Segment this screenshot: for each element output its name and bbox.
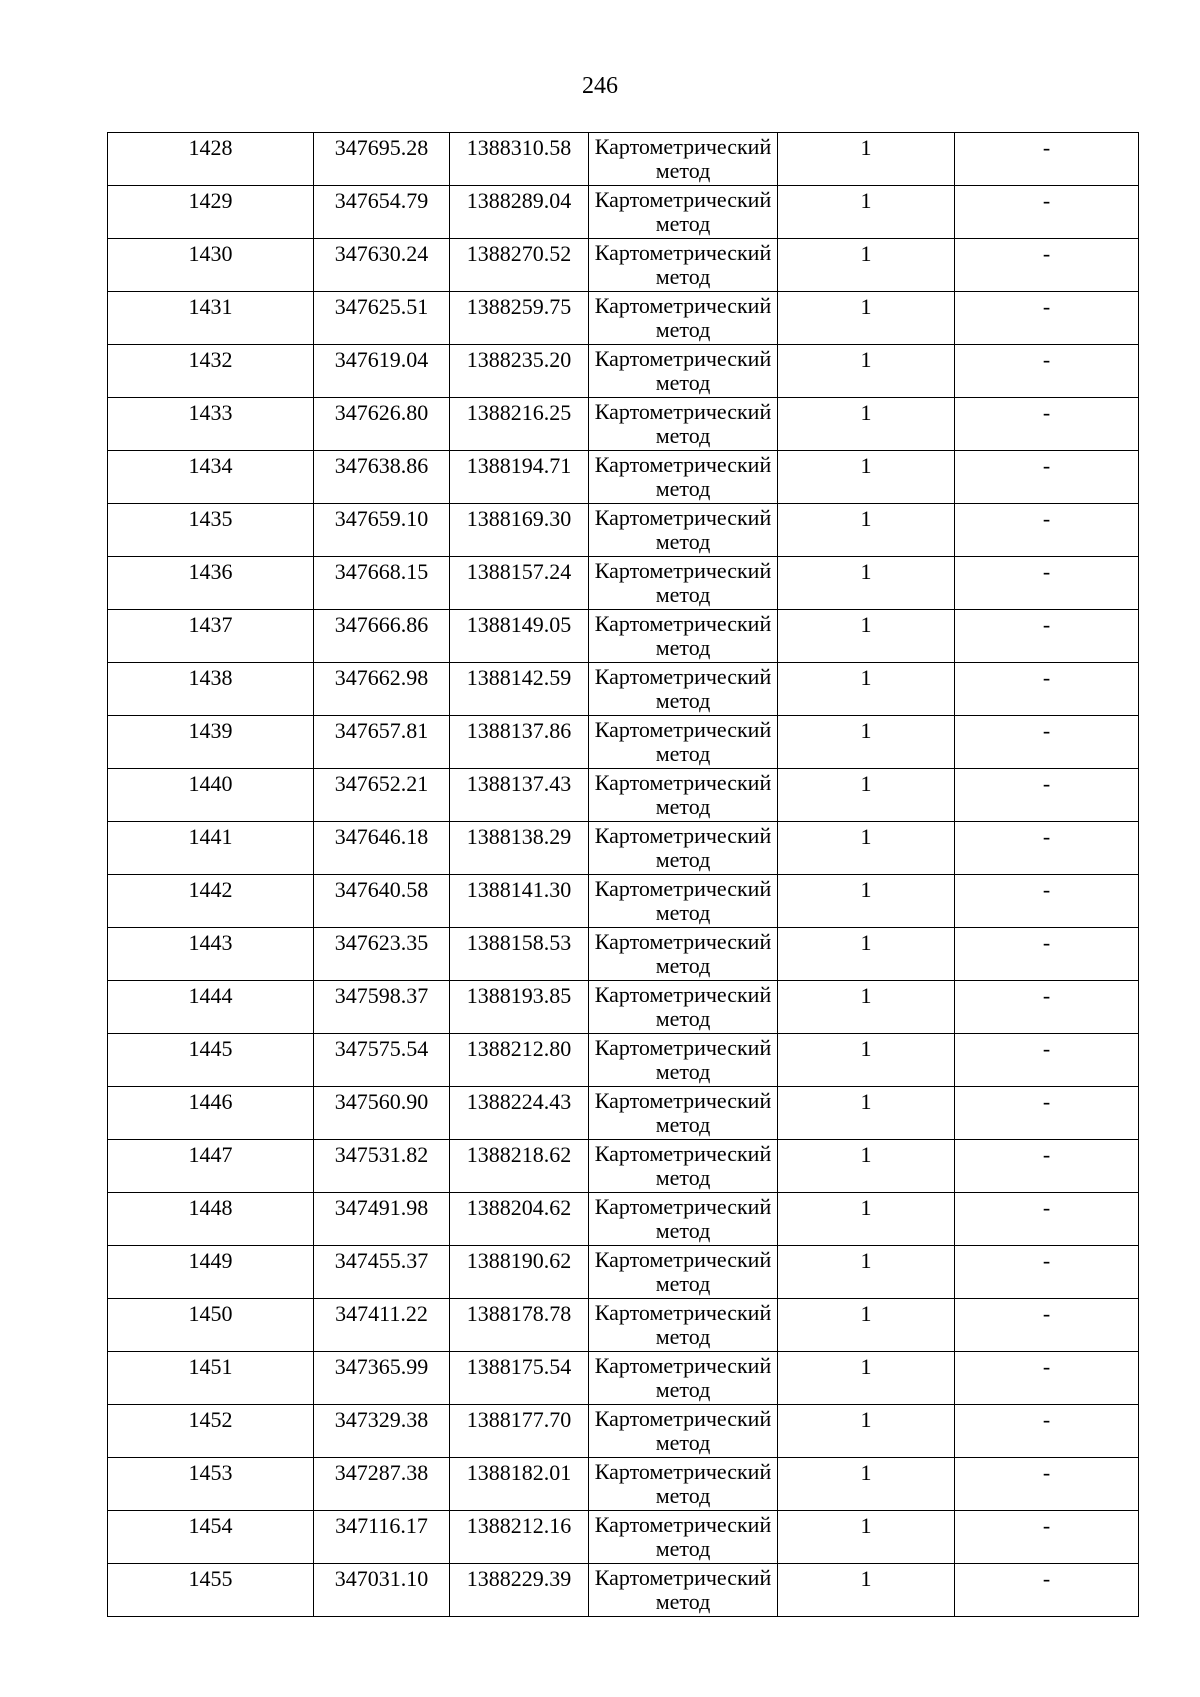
coordinates-table xyxy=(107,132,1139,1617)
description-cell: - xyxy=(955,1246,1139,1299)
method-text: Картометрический метод xyxy=(594,1565,772,1614)
method-text: Картометрический метод xyxy=(594,452,772,501)
point-number-cell: 1448 xyxy=(108,1193,314,1246)
accuracy-cell: 1 xyxy=(778,345,955,398)
method-cell xyxy=(589,1034,778,1087)
description-cell: - xyxy=(955,1193,1139,1246)
point-number-cell: 1432 xyxy=(108,345,314,398)
description-cell: - xyxy=(955,981,1139,1034)
accuracy-cell: 1 xyxy=(778,1034,955,1087)
table-row xyxy=(108,663,1139,716)
y-coordinate-cell: 1388137.43 xyxy=(450,769,589,822)
x-coordinate-cell: 347646.18 xyxy=(314,822,450,875)
method-cell xyxy=(589,1140,778,1193)
method-text: Картометрический метод xyxy=(594,558,772,607)
y-coordinate-cell: 1388182.01 xyxy=(450,1458,589,1511)
point-number-cell: 1436 xyxy=(108,557,314,610)
x-coordinate-cell: 347598.37 xyxy=(314,981,450,1034)
method-cell xyxy=(589,292,778,345)
method-text: Картометрический метод xyxy=(594,1141,772,1190)
point-number-cell: 1447 xyxy=(108,1140,314,1193)
accuracy-cell: 1 xyxy=(778,875,955,928)
y-coordinate-cell: 1388169.30 xyxy=(450,504,589,557)
point-number-cell: 1442 xyxy=(108,875,314,928)
accuracy-cell: 1 xyxy=(778,239,955,292)
x-coordinate-cell: 347638.86 xyxy=(314,451,450,504)
point-number-cell: 1434 xyxy=(108,451,314,504)
table-row xyxy=(108,345,1139,398)
description-cell: - xyxy=(955,345,1139,398)
point-number-cell: 1451 xyxy=(108,1352,314,1405)
description-cell: - xyxy=(955,398,1139,451)
x-coordinate-cell: 347666.86 xyxy=(314,610,450,663)
table-row xyxy=(108,822,1139,875)
method-cell xyxy=(589,1405,778,1458)
x-coordinate-cell: 347287.38 xyxy=(314,1458,450,1511)
method-cell xyxy=(589,398,778,451)
method-cell xyxy=(589,610,778,663)
x-coordinate-cell: 347411.22 xyxy=(314,1299,450,1352)
table-row xyxy=(108,186,1139,239)
y-coordinate-cell: 1388138.29 xyxy=(450,822,589,875)
method-cell xyxy=(589,1299,778,1352)
description-cell: - xyxy=(955,928,1139,981)
x-coordinate-cell: 347560.90 xyxy=(314,1087,450,1140)
y-coordinate-cell: 1388149.05 xyxy=(450,610,589,663)
accuracy-cell: 1 xyxy=(778,769,955,822)
description-cell: - xyxy=(955,557,1139,610)
table-row xyxy=(108,1087,1139,1140)
method-text: Картометрический метод xyxy=(594,1406,772,1455)
table-row xyxy=(108,451,1139,504)
x-coordinate-cell: 347630.24 xyxy=(314,239,450,292)
x-coordinate-cell: 347652.21 xyxy=(314,769,450,822)
method-text: Картометрический метод xyxy=(594,505,772,554)
point-number-cell: 1449 xyxy=(108,1246,314,1299)
method-cell xyxy=(589,981,778,1034)
method-text: Картометрический метод xyxy=(594,1459,772,1508)
method-text: Картометрический метод xyxy=(594,876,772,925)
method-cell xyxy=(589,1352,778,1405)
y-coordinate-cell: 1388310.58 xyxy=(450,133,589,186)
accuracy-cell: 1 xyxy=(778,1511,955,1564)
table-row xyxy=(108,504,1139,557)
point-number-cell: 1437 xyxy=(108,610,314,663)
x-coordinate-cell: 347659.10 xyxy=(314,504,450,557)
method-text: Картометрический метод xyxy=(594,664,772,713)
description-cell: - xyxy=(955,451,1139,504)
y-coordinate-cell: 1388224.43 xyxy=(450,1087,589,1140)
method-text: Картометрический метод xyxy=(594,134,772,183)
y-coordinate-cell: 1388178.78 xyxy=(450,1299,589,1352)
method-text: Картометрический метод xyxy=(594,1035,772,1084)
x-coordinate-cell: 347657.81 xyxy=(314,716,450,769)
coordinates-table-body xyxy=(108,133,1139,1617)
description-cell: - xyxy=(955,1511,1139,1564)
y-coordinate-cell: 1388137.86 xyxy=(450,716,589,769)
description-cell: - xyxy=(955,610,1139,663)
x-coordinate-cell: 347455.37 xyxy=(314,1246,450,1299)
y-coordinate-cell: 1388193.85 xyxy=(450,981,589,1034)
table-row xyxy=(108,239,1139,292)
page-number: 246 xyxy=(582,73,618,99)
x-coordinate-cell: 347575.54 xyxy=(314,1034,450,1087)
point-number-cell: 1453 xyxy=(108,1458,314,1511)
point-number-cell: 1445 xyxy=(108,1034,314,1087)
x-coordinate-cell: 347626.80 xyxy=(314,398,450,451)
description-cell: - xyxy=(955,133,1139,186)
point-number-cell: 1452 xyxy=(108,1405,314,1458)
y-coordinate-cell: 1388212.16 xyxy=(450,1511,589,1564)
description-cell: - xyxy=(955,292,1139,345)
y-coordinate-cell: 1388158.53 xyxy=(450,928,589,981)
y-coordinate-cell: 1388204.62 xyxy=(450,1193,589,1246)
table-row xyxy=(108,557,1139,610)
description-cell: - xyxy=(955,1352,1139,1405)
method-text: Картометрический метод xyxy=(594,187,772,236)
description-cell: - xyxy=(955,1299,1139,1352)
accuracy-cell: 1 xyxy=(778,133,955,186)
description-cell: - xyxy=(955,1564,1139,1617)
description-cell: - xyxy=(955,769,1139,822)
y-coordinate-cell: 1388175.54 xyxy=(450,1352,589,1405)
point-number-cell: 1455 xyxy=(108,1564,314,1617)
method-text: Картометрический метод xyxy=(594,399,772,448)
y-coordinate-cell: 1388177.70 xyxy=(450,1405,589,1458)
point-number-cell: 1450 xyxy=(108,1299,314,1352)
method-text: Картометрический метод xyxy=(594,823,772,872)
method-cell xyxy=(589,239,778,292)
point-number-cell: 1446 xyxy=(108,1087,314,1140)
point-number-cell: 1444 xyxy=(108,981,314,1034)
accuracy-cell: 1 xyxy=(778,1246,955,1299)
point-number-cell: 1429 xyxy=(108,186,314,239)
accuracy-cell: 1 xyxy=(778,822,955,875)
x-coordinate-cell: 347491.98 xyxy=(314,1193,450,1246)
method-cell xyxy=(589,769,778,822)
method-cell xyxy=(589,1564,778,1617)
point-number-cell: 1435 xyxy=(108,504,314,557)
method-text: Картометрический метод xyxy=(594,929,772,978)
y-coordinate-cell: 1388229.39 xyxy=(450,1564,589,1617)
y-coordinate-cell: 1388235.20 xyxy=(450,345,589,398)
method-cell xyxy=(589,716,778,769)
table-row xyxy=(108,1564,1139,1617)
description-cell: - xyxy=(955,1140,1139,1193)
accuracy-cell: 1 xyxy=(778,292,955,345)
method-cell xyxy=(589,1458,778,1511)
accuracy-cell: 1 xyxy=(778,1299,955,1352)
point-number-cell: 1433 xyxy=(108,398,314,451)
accuracy-cell: 1 xyxy=(778,1564,955,1617)
method-text: Картометрический метод xyxy=(594,611,772,660)
description-cell: - xyxy=(955,504,1139,557)
table-row xyxy=(108,292,1139,345)
method-cell xyxy=(589,557,778,610)
accuracy-cell: 1 xyxy=(778,1140,955,1193)
point-number-cell: 1431 xyxy=(108,292,314,345)
accuracy-cell: 1 xyxy=(778,610,955,663)
method-text: Картометрический метод xyxy=(594,770,772,819)
table-row xyxy=(108,1246,1139,1299)
method-cell xyxy=(589,1087,778,1140)
method-cell xyxy=(589,663,778,716)
method-cell xyxy=(589,875,778,928)
accuracy-cell: 1 xyxy=(778,1405,955,1458)
table-row xyxy=(108,1458,1139,1511)
point-number-cell: 1440 xyxy=(108,769,314,822)
method-cell xyxy=(589,345,778,398)
y-coordinate-cell: 1388259.75 xyxy=(450,292,589,345)
y-coordinate-cell: 1388190.62 xyxy=(450,1246,589,1299)
method-cell xyxy=(589,928,778,981)
point-number-cell: 1441 xyxy=(108,822,314,875)
point-number-cell: 1439 xyxy=(108,716,314,769)
table-row xyxy=(108,981,1139,1034)
y-coordinate-cell: 1388157.24 xyxy=(450,557,589,610)
accuracy-cell: 1 xyxy=(778,663,955,716)
x-coordinate-cell: 347662.98 xyxy=(314,663,450,716)
table-row xyxy=(108,769,1139,822)
method-text: Картометрический метод xyxy=(594,1353,772,1402)
x-coordinate-cell: 347365.99 xyxy=(314,1352,450,1405)
method-text: Картометрический метод xyxy=(594,1512,772,1561)
point-number-cell: 1430 xyxy=(108,239,314,292)
y-coordinate-cell: 1388216.25 xyxy=(450,398,589,451)
accuracy-cell: 1 xyxy=(778,981,955,1034)
accuracy-cell: 1 xyxy=(778,451,955,504)
table-row xyxy=(108,398,1139,451)
accuracy-cell: 1 xyxy=(778,1352,955,1405)
description-cell: - xyxy=(955,1405,1139,1458)
y-coordinate-cell: 1388218.62 xyxy=(450,1140,589,1193)
accuracy-cell: 1 xyxy=(778,1458,955,1511)
table-row xyxy=(108,1034,1139,1087)
x-coordinate-cell: 347619.04 xyxy=(314,345,450,398)
y-coordinate-cell: 1388142.59 xyxy=(450,663,589,716)
method-cell xyxy=(589,133,778,186)
accuracy-cell: 1 xyxy=(778,504,955,557)
point-number-cell: 1454 xyxy=(108,1511,314,1564)
accuracy-cell: 1 xyxy=(778,186,955,239)
x-coordinate-cell: 347031.10 xyxy=(314,1564,450,1617)
method-text: Картометрический метод xyxy=(594,240,772,289)
description-cell: - xyxy=(955,822,1139,875)
y-coordinate-cell: 1388289.04 xyxy=(450,186,589,239)
x-coordinate-cell: 347623.35 xyxy=(314,928,450,981)
method-cell xyxy=(589,186,778,239)
y-coordinate-cell: 1388270.52 xyxy=(450,239,589,292)
method-text: Картометрический метод xyxy=(594,1194,772,1243)
method-text: Картометрический метод xyxy=(594,982,772,1031)
table-row xyxy=(108,1140,1139,1193)
method-text: Картометрический метод xyxy=(594,346,772,395)
table-row xyxy=(108,1193,1139,1246)
accuracy-cell: 1 xyxy=(778,928,955,981)
accuracy-cell: 1 xyxy=(778,398,955,451)
x-coordinate-cell: 347116.17 xyxy=(314,1511,450,1564)
method-text: Картометрический метод xyxy=(594,293,772,342)
point-number-cell: 1428 xyxy=(108,133,314,186)
method-cell xyxy=(589,1511,778,1564)
description-cell: - xyxy=(955,716,1139,769)
table-row xyxy=(108,1299,1139,1352)
x-coordinate-cell: 347695.28 xyxy=(314,133,450,186)
accuracy-cell: 1 xyxy=(778,557,955,610)
description-cell: - xyxy=(955,186,1139,239)
method-text: Картометрический метод xyxy=(594,717,772,766)
y-coordinate-cell: 1388212.80 xyxy=(450,1034,589,1087)
x-coordinate-cell: 347531.82 xyxy=(314,1140,450,1193)
description-cell: - xyxy=(955,1087,1139,1140)
description-cell: - xyxy=(955,1458,1139,1511)
table-row xyxy=(108,133,1139,186)
x-coordinate-cell: 347640.58 xyxy=(314,875,450,928)
x-coordinate-cell: 347329.38 xyxy=(314,1405,450,1458)
point-number-cell: 1443 xyxy=(108,928,314,981)
method-text: Картометрический метод xyxy=(594,1300,772,1349)
method-cell xyxy=(589,1246,778,1299)
table-row xyxy=(108,610,1139,663)
table-row xyxy=(108,716,1139,769)
method-cell xyxy=(589,451,778,504)
description-cell: - xyxy=(955,875,1139,928)
accuracy-cell: 1 xyxy=(778,716,955,769)
table-row xyxy=(108,875,1139,928)
x-coordinate-cell: 347625.51 xyxy=(314,292,450,345)
method-cell xyxy=(589,822,778,875)
table-row xyxy=(108,928,1139,981)
accuracy-cell: 1 xyxy=(778,1193,955,1246)
table-row xyxy=(108,1511,1139,1564)
description-cell: - xyxy=(955,239,1139,292)
x-coordinate-cell: 347668.15 xyxy=(314,557,450,610)
table-row xyxy=(108,1352,1139,1405)
point-number-cell: 1438 xyxy=(108,663,314,716)
method-text: Картометрический метод xyxy=(594,1088,772,1137)
description-cell: - xyxy=(955,1034,1139,1087)
description-cell: - xyxy=(955,663,1139,716)
method-text: Картометрический метод xyxy=(594,1247,772,1296)
method-cell xyxy=(589,1193,778,1246)
table-row xyxy=(108,1405,1139,1458)
y-coordinate-cell: 1388194.71 xyxy=(450,451,589,504)
x-coordinate-cell: 347654.79 xyxy=(314,186,450,239)
accuracy-cell: 1 xyxy=(778,1087,955,1140)
y-coordinate-cell: 1388141.30 xyxy=(450,875,589,928)
method-cell xyxy=(589,504,778,557)
